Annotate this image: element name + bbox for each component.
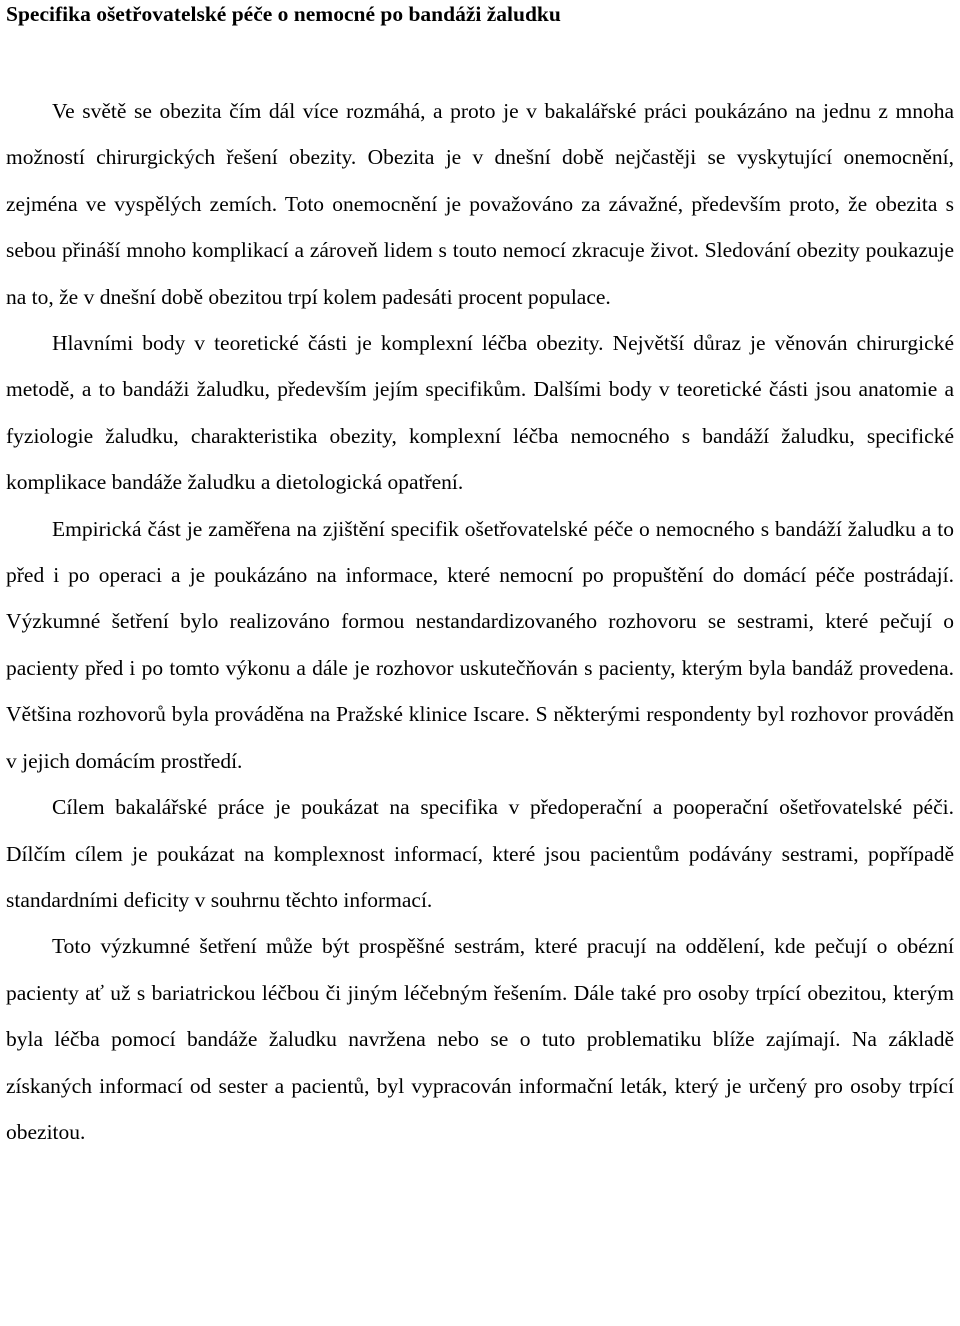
document-body <box>6 88 954 1155</box>
paragraph-empirical-part: Empirická část je zaměřena na zjištění specifik ošetřovatelské péče o nemocného s bandáží žaludku a to před i po operaci a je poukázáno na informace, které nemocní po propuštění do domácí péče postrádají. Výzkumné šetření bylo realizováno formou nestandardizovaného rozhovoru se sestrami, které pečují o pacienty před i po tomto výkonu a dále je rozhovor uskutečňován s pacienty, kterým byla bandáž provedena. Většina rozhovorů byla prováděna na Pražské klinice Iscare. S některými respondenty byl rozhovor prováděn v jejich domácím prostředí. <box>6 516 954 773</box>
paragraph-benefits: Toto výzkumné šetření může být prospěšné sestrám, které pracují na oddělení, kde pečují o obézní pacienty ať už s bariatrickou léčbou či jiným léčebným řešením. Dále také pro osoby trpící obezitou, kterým byla léčba pomocí bandáže žaludku navržena nebo se o tuto problematiku blíže zajímají. Na základě získaných informací od sester a pacientů, byl vypracován informační leták, který je určený pro osoby trpící obezitou. <box>6 934 954 1144</box>
paragraph-goals: Cílem bakalářské práce je poukázat na specifika v předoperační a pooperační ošetřovatelské péči. Dílčím cílem je poukázat na komplexnost informací, které jsou pacientům podávány sestrami, popřípadě standardními deficity v souhrnu těchto informací. <box>6 795 954 912</box>
paragraph-theoretical-part: Hlavními body v teoretické části je komplexní léčba obezity. Největší důraz je věnován chirurgické metodě, a to bandáži žaludku, především jejím specifikům. Dalšími body v teoretické části jsou anatomie a fyziologie žaludku, charakteristika obezity, komplexní léčba nemocného s bandáží žaludku, specifické komplikace bandáže žaludku a dietologická opatření. <box>6 331 954 495</box>
document-title: Specifika ošetřovatelské péče o nemocné po bandáži žaludku <box>6 2 561 26</box>
paragraph-intro: Ve světě se obezita čím dál více rozmáhá, a proto je v bakalářské práci poukázáno na jednu z mnoha možností chirurgických řešení obezity. Obezita je v dnešní době nejčastěji se vyskytující onemocnění, zejména ve vyspělých zemích. Toto onemocnění je považováno za závažné, především proto, že obezita s sebou přináší mnoho komplikací a zároveň lidem s touto nemocí zkracuje život. Sledování obezity poukazuje na to, že v dnešní době obezitou trpí kolem padesáti procent populace. <box>6 99 954 309</box>
document-page <box>6 0 954 1155</box>
